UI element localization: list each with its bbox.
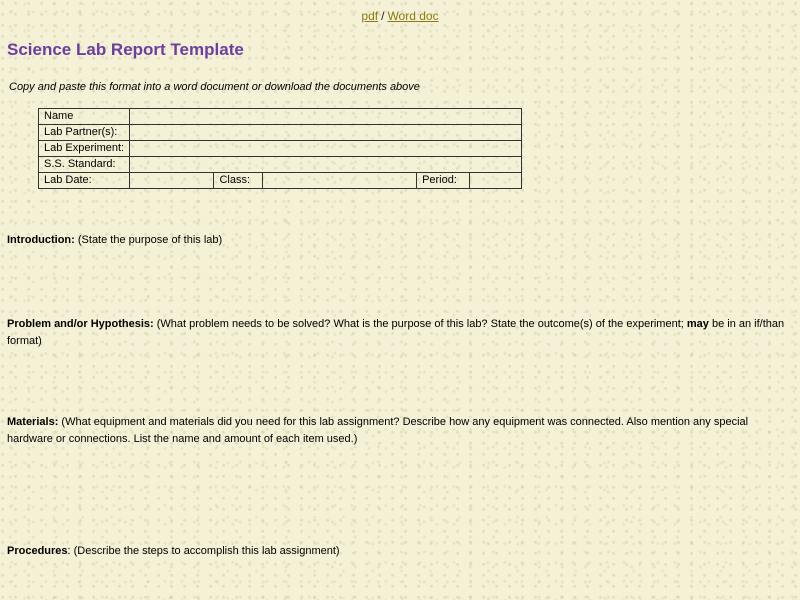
- procedures-description: : (Describe the steps to accomplish this lab assignment): [67, 545, 340, 557]
- table-row: [39, 141, 522, 157]
- introduction-heading: Introduction:: [7, 234, 75, 246]
- problem-hypothesis-description-end: be in an if/than format): [7, 318, 785, 347]
- table-row: [39, 157, 522, 173]
- table-row: [39, 109, 522, 125]
- table-row: [39, 173, 522, 189]
- table-row: [39, 125, 522, 141]
- procedures-heading: Procedures: [7, 545, 68, 557]
- problem-hypothesis-description: (What problem needs to be solved? What is the purpose of this lab? State the outcome(s) of the experiment;: [153, 318, 687, 330]
- name-label: Name: [39, 109, 130, 125]
- materials-section: [7, 414, 792, 448]
- word-doc-link[interactable]: Word doc: [387, 9, 439, 23]
- period-label: Period:: [417, 173, 470, 189]
- period-value-cell[interactable]: [469, 173, 521, 189]
- instructions-text: Copy and paste this format into a word document or download the documents above: [9, 81, 420, 93]
- class-label: Class:: [214, 173, 263, 189]
- problem-hypothesis-heading: Problem and/or Hypothesis:: [7, 318, 154, 330]
- pdf-link[interactable]: pdf: [361, 9, 379, 23]
- lab-partners-value-cell[interactable]: [130, 125, 522, 141]
- ss-standard-label: S.S. Standard:: [39, 157, 130, 173]
- name-value-cell[interactable]: [130, 109, 522, 125]
- lab-date-label: Lab Date:: [39, 173, 130, 189]
- procedures-section: [7, 543, 787, 560]
- page-title: Science Lab Report Template: [7, 40, 244, 59]
- lab-date-value-cell[interactable]: [130, 173, 214, 189]
- ss-standard-value-cell[interactable]: [130, 157, 522, 173]
- materials-heading: Materials:: [7, 416, 59, 428]
- lab-experiment-value-cell[interactable]: [130, 141, 522, 157]
- download-links: [0, 9, 800, 23]
- link-separator: /: [381, 9, 385, 23]
- lab-experiment-label: Lab Experiment:: [39, 141, 130, 157]
- may-emphasis: may: [686, 318, 709, 330]
- lab-info-table: [38, 108, 522, 189]
- class-value-cell[interactable]: [263, 173, 417, 189]
- lab-partners-label: Lab Partner(s):: [39, 125, 130, 141]
- materials-description: (What equipment and materials did you need for this lab assignment? Describe how any equipment was connected. Also mention any special hardware or connections. List the name and amount of each item used.): [7, 416, 749, 445]
- problem-hypothesis-section: [7, 316, 792, 350]
- introduction-section: [7, 232, 787, 249]
- introduction-description: (State the purpose of this lab): [74, 234, 223, 246]
